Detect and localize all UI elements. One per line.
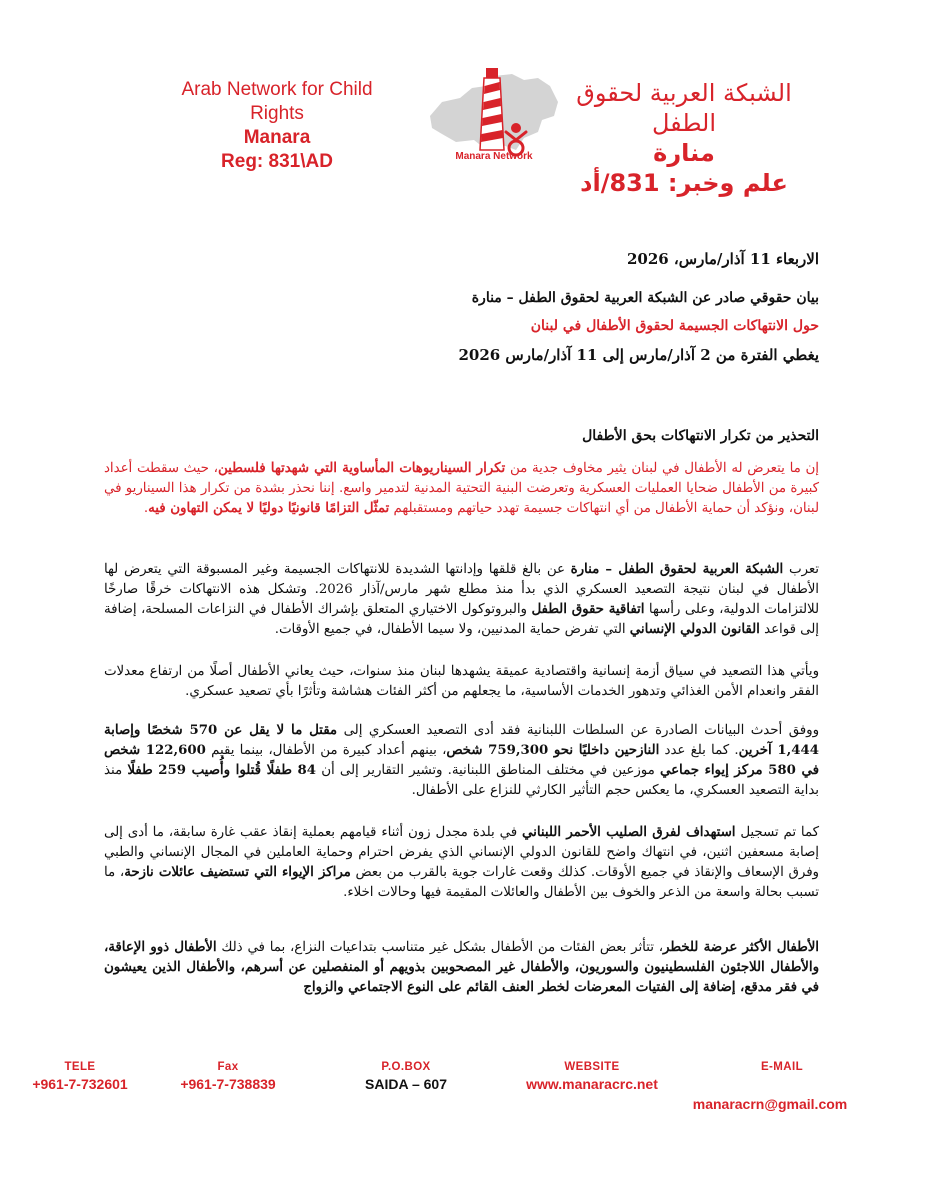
- p4-text: . كما بلغ عدد: [659, 743, 739, 758]
- p4-bold: 122,600 شخص في 580 مركز إيواء جماعي: [104, 743, 819, 778]
- statement-subtitle: حول الانتهاكات الجسيمة لحقوق الأطفال في لبنان: [530, 318, 819, 334]
- footer-tele-value[interactable]: +961-7-732601: [32, 1076, 128, 1092]
- p2-bold: اتفاقية حقوق الطفل: [531, 602, 645, 617]
- section-heading: التحذير من تكرار الانتهاكات بحق الأطفال: [582, 428, 819, 444]
- lighthouse-icon: [480, 68, 504, 150]
- p2-text: التي تفرض حماية المدنيين، ولا سيما الأطفال، في جميع الأوقات.: [274, 622, 630, 637]
- paragraph-red-cross: [104, 823, 819, 903]
- footer-pobox-label: P.O.BOX: [381, 1061, 431, 1073]
- logo-caption: Manara Network: [455, 151, 533, 162]
- footer-pobox-value: SAIDA – 607: [365, 1076, 447, 1092]
- org-name-ar-line2: الطفل: [652, 109, 716, 137]
- statement-period: يغطي الفترة من 2 آذار/مارس إلى 11 آذار/مارس 2026: [458, 346, 819, 364]
- p1-bold: تكرار السيناريوهات المأساوية التي شهدتها فلسطين: [217, 461, 506, 476]
- header-arabic: [566, 78, 802, 198]
- footer-website-label: WEBSITE: [564, 1061, 620, 1073]
- p1-text: ، حيث سقطت أعداد كبيرة من الأطفال ضحايا العمليات العسكرية وتعرضت البنية التحتية المدنية لتدمير واسع. إننا نحذر بشدة من تكرار هذا السيناريو في لبنان، ونؤكد أن حماية الأطفال من أي انتهاكات جسيمة تهدد حياتهم ومستقبلهم: [104, 461, 819, 516]
- p5-text: في بلدة مجدل زون أثناء قيامهم بعملية إنقاذ عقب غارة سابقة، ما أدى إلى إصابة مسعفين اثنين، في انتهاك واضح للقانون الدولي الإنساني الذي يفرض احترام وحماية العاملين في المجال الإنساني والطبي وفرق الإسعاف والإنقاذ في جميع الأوقات. كذلك وقعت غارات جوية بالقرب من بعض: [104, 825, 819, 880]
- org-short-name-ar: منارة: [653, 139, 715, 167]
- p1-bold: تمثّل التزامًا قانونيًا دوليًا لا يمكن التهاون فيه: [148, 501, 390, 516]
- header-english: [168, 78, 386, 174]
- p2-text: والبروتوكول الاختياري المتعلق بإشراك الأطفال في النزاعات المسلحة، إضافة إلى قواعد: [104, 602, 819, 637]
- paragraph-context: ويأتي هذا التصعيد في سياق أزمة إنسانية واقتصادية عميقة يشهدها لبنان منذ سنوات، حيث يعاني الأطفال أصلًا من ارتفاع معدلات الفقر وانعدام الأمن الغذائي وتدهور الخدمات الأساسية، ما يجعلهم من أكثر الفئات هشاشة وتأثرًا بأي تصعيد عسكري.: [104, 664, 819, 699]
- paragraph-vulnerable-children: [104, 938, 819, 998]
- p5-text: كما تم تسجيل: [735, 825, 819, 840]
- document-date: الاربعاء 11 آذار/مارس، 2026: [626, 250, 819, 268]
- p4-bold: النازحين داخليًا نحو 759,300 شخص: [446, 743, 660, 758]
- footer-fax-label: Fax: [217, 1061, 239, 1073]
- org-name-ar-line1: الشبكة العربية لحقوق: [576, 79, 792, 107]
- p5-bold: استهداف لفرق الصليب الأحمر اللبناني: [522, 825, 736, 840]
- paragraph-statistics: [104, 721, 819, 801]
- p1-text: .: [143, 501, 149, 516]
- p2-bold: الشبكة العربية لحقوق الطفل – منارة: [570, 562, 784, 577]
- paragraph-condemnation: [104, 560, 819, 640]
- footer-tele-label: TELE: [64, 1061, 96, 1073]
- org-name-en-line1: Arab Network for Child: [181, 79, 373, 100]
- p2-bold: القانون الدولي الإنساني: [629, 622, 760, 637]
- paragraph-warning: [104, 459, 819, 519]
- p4-bold: مقتل ما لا يقل عن 570 شخصًا وإصابة 1,444 آخرين: [104, 723, 820, 758]
- p5-text: ، ما تسبب بحالة واسعة من الذعر والخوف بين الأطفال والعائلات المقيمة فيها وحالات اخلاء.: [104, 865, 819, 900]
- statement-title: بيان حقوقي صادر عن الشبكة العربية لحقوق الطفل – منارة: [471, 290, 819, 306]
- footer-email-value[interactable]: manaracrn@gmail.com: [692, 1096, 848, 1112]
- p1-text: إن ما يتعرض له الأطفال في لبنان يثير مخاوف جدية من: [505, 461, 819, 476]
- p5-bold: مراكز الإيواء التي تستضيف عائلات نازحة: [124, 865, 351, 880]
- p2-text: تعرب: [783, 562, 820, 577]
- p4-bold: 84 طفلًا قُتلوا وأُصيب 259 طفلًا: [127, 763, 316, 778]
- org-name-en-line2: Rights: [250, 103, 304, 124]
- registration-en: Reg: 831\AD: [221, 151, 333, 172]
- p6-bold: الأطفال الأكثر عرضة للخطر: [663, 940, 819, 955]
- p4-text: موزعين في مختلف المناطق اللبنانية. وتشير التقارير إلى أن: [315, 763, 660, 778]
- p4-text: منذ بداية التصعيد العسكري، ما يعكس حجم التأثير الكارثي للنزاع على الأطفال.: [104, 763, 819, 798]
- p4-text: ووفق أحدث البيانات الصادرة عن السلطات اللبنانية فقد أدى التصعيد العسكري إلى: [337, 723, 819, 738]
- footer-fax-value[interactable]: +961-7-738839: [180, 1076, 276, 1092]
- p2-text: عن بالغ قلقها وإدانتها الشديدة للانتهاكات الجسيمة وغير المسبوقة التي يتعرض لها الأطفال في لبنان نتيجة التصعيد العسكري الذي بدأ منذ مطلع شهر مارس/آذار 2026. وتشكل هذه الانتهاكات خرقًا صارخًا للالتزامات الدولية، وعلى رأسها: [104, 562, 819, 617]
- footer-email-label: E-MAIL: [760, 1061, 803, 1073]
- registration-ar: علم وخبر: 831/أد: [580, 169, 788, 197]
- p6-bold: الأطفال ذوو الإعاقة، والأطفال اللاجئون الفلسطينيون والسوريون، والأطفال غير المصحوبين بذويهم أو المنفصلين عن أسرهم، والأطفال الذين يعيشون في فقر مدقع، إضافة إلى الفتيات المعرضات لخطر العنف القائم على النوع الاجتماعي والزواج: [104, 940, 819, 995]
- org-short-name-en: Manara: [243, 127, 311, 148]
- footer-website-value[interactable]: www.manaracrc.net: [526, 1076, 658, 1092]
- p4-text: ، بينهم أعداد كبيرة من الأطفال، بينما يقيم: [205, 743, 447, 758]
- p6-text: ، تتأثر بعض الفئات من الأطفال بشكل غير متناسب بتداعيات النزاع، بما في ذلك: [216, 940, 664, 955]
